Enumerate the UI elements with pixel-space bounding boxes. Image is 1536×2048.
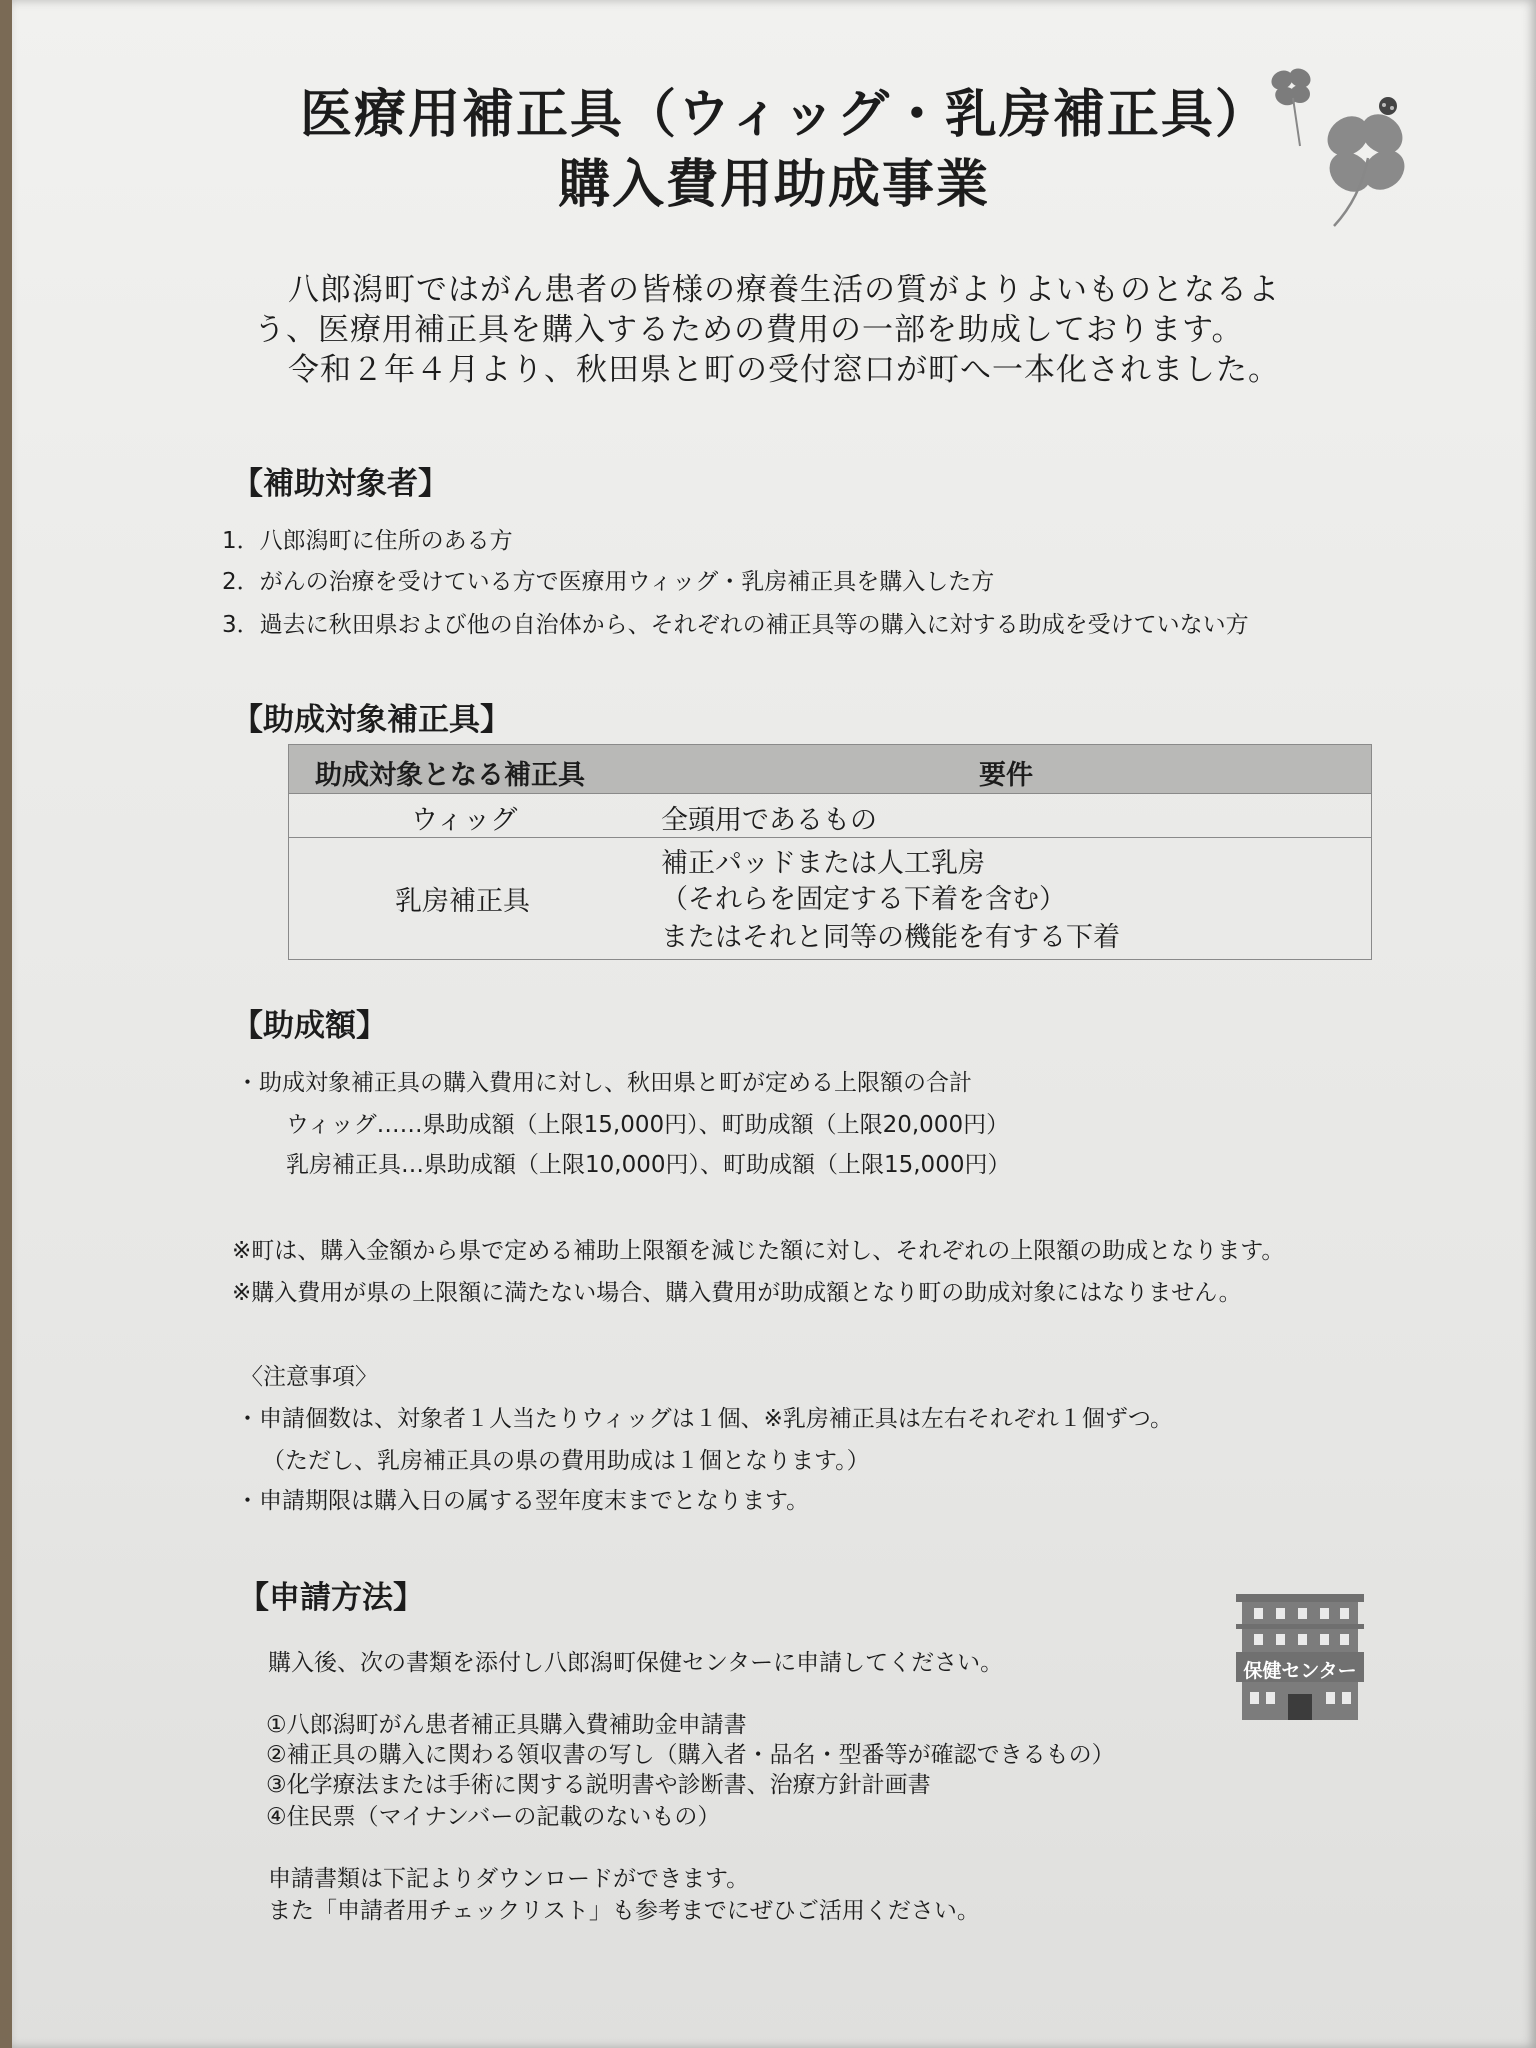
table-cell-requirement: またはそれと同等の機能を有する下着 — [661, 922, 1120, 953]
intro-line-2: う、医療用補正具を購入するための費用の一部を助成しております。 — [254, 312, 1244, 348]
table-header-item: 助成対象となる補正具 — [315, 760, 585, 791]
table-cell-requirement: （それらを固定する下着を含む） — [661, 884, 1066, 915]
table-cell-requirement: 補正パッドまたは人工乳房 — [661, 848, 985, 879]
page-title-line1: 医療用補正具（ウィッグ・乳房補正具） — [300, 85, 1269, 145]
apply-doc-4: ④住民票（マイナンバーの記載のないもの） — [266, 1804, 721, 1830]
apply-doc-2: ②補正具の購入に関わる領収書の写し（購入者・品名・型番等が確認できるもの） — [266, 1742, 1115, 1768]
building-sign: 保健センター — [1243, 1660, 1357, 1682]
apply-doc-1: ①八郎潟町がん患者補正具購入費補助金申請書 — [266, 1712, 747, 1738]
amount-heading: 【助成額】 — [232, 1008, 387, 1044]
amount-line-1: ・助成対象補正具の購入費用に対し、秋田県と町が定める上限額の合計 — [236, 1070, 972, 1096]
eligible-item-3: 3．過去に秋田県および他の自治体から、それぞれの補正具等の購入に対する助成を受けていない方 — [222, 612, 1249, 638]
caution-line-2: （ただし、乳房補正具の県の費用助成は１個となります。） — [262, 1448, 870, 1474]
table-cell-item: 乳房補正具 — [395, 886, 530, 917]
eligible-heading: 【補助対象者】 — [232, 466, 449, 502]
devices-heading: 【助成対象補正具】 — [232, 702, 511, 738]
apply-intro: 購入後、次の書類を添付し八郎潟町保健センターに申請してください。 — [268, 1650, 1004, 1676]
table-row — [289, 793, 1371, 838]
apply-heading: 【申請方法】 — [238, 1580, 424, 1616]
devices-table — [288, 744, 1372, 960]
caution-heading: 〈注意事項〉 — [240, 1364, 378, 1390]
table-row — [289, 837, 1371, 959]
amount-note-2: ※購入費用が県の上限額に満たない場合、購入費用が助成額となり町の助成対象にはなりません。 — [232, 1280, 1242, 1306]
caution-line-1: ・申請個数は、対象者１人当たりウィッグは１個、※乳房補正具は左右それぞれ１個ずつ。 — [236, 1406, 1173, 1432]
amount-note-1: ※町は、購入金額から県で定める補助上限額を減じた額に対し、それぞれの上限額の助成となります。 — [232, 1238, 1285, 1264]
table-header — [289, 745, 1371, 794]
intro-line-3: 令和２年４月より、秋田県と町の受付窓口が町へ一本化されました。 — [288, 352, 1280, 388]
amount-line-breast: 乳房補正具…県助成額（上限10,000円）、町助成額（上限15,000円） — [286, 1152, 1011, 1178]
clover-ladybug-icon — [1260, 58, 1420, 238]
intro-line-1: 八郎潟町ではがん患者の皆様の療養生活の質がよりよいものとなるよ — [288, 272, 1280, 308]
caution-line-3: ・申請期限は購入日の属する翌年度末までとなります。 — [236, 1488, 810, 1514]
eligible-item-1: 1．八郎潟町に住所のある方 — [222, 528, 513, 554]
apply-doc-3: ③化学療法または手術に関する説明書や診断書、治療方針計画書 — [266, 1772, 931, 1798]
amount-line-wig: ウィッグ……県助成額（上限15,000円）、町助成額（上限20,000円） — [286, 1112, 1010, 1138]
health-center-building-icon — [1236, 1594, 1364, 1720]
apply-footer-2: また「申請者用チェックリスト」も参考までにぜひご活用ください。 — [268, 1898, 980, 1924]
table-cell-requirement: 全頭用であるもの — [661, 805, 877, 836]
page-title-line2: 購入費用助成事業 — [558, 155, 991, 215]
table-header-requirement: 要件 — [979, 760, 1033, 791]
eligible-item-2: 2．がんの治療を受けている方で医療用ウィッグ・乳房補正具を購入した方 — [222, 569, 995, 595]
apply-footer-1: 申請書類は下記よりダウンロードができます。 — [268, 1866, 750, 1892]
table-cell-item: ウィッグ — [411, 805, 518, 836]
